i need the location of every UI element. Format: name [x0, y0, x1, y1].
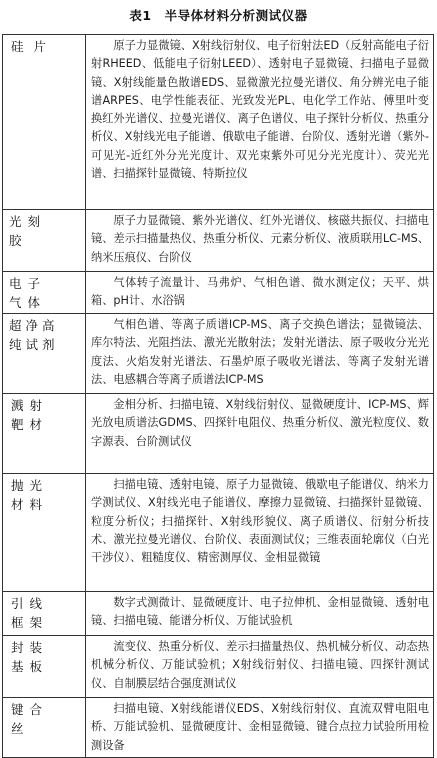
category-cell — [3, 314, 86, 394]
category-label: 光刻胶 — [9, 214, 47, 248]
category-label: 溅射靶材 — [11, 398, 49, 432]
category-cell — [3, 592, 86, 636]
instruments-cell — [86, 592, 434, 636]
category-label: 抛光材料 — [11, 478, 49, 512]
table-row — [3, 272, 434, 314]
instruments-text: 气体转子流量计、马弗炉、气相色谱、微水测定仪；天平、烘箱、pH计、水浴锅 — [91, 276, 429, 308]
category-cell — [3, 35, 86, 210]
table-row — [3, 35, 434, 210]
instrument-table — [2, 34, 434, 758]
table-caption: 表1 半导体材料分析测试仪器 — [129, 8, 308, 23]
table-row — [3, 592, 434, 636]
table-row — [3, 394, 434, 474]
table-row — [3, 636, 434, 698]
category-cell — [3, 698, 86, 758]
table-row — [3, 314, 434, 394]
instruments-cell — [86, 474, 434, 592]
instruments-text: 流变仪、热重分析仪、差示扫描量热仪、热机械分析仪、动态热机械分析仪、万能试验机；X射线衍射仪、扫描电镜、四探针测试仪、自制膜层结合强度测试仪 — [91, 640, 429, 690]
instruments-cell — [86, 35, 434, 210]
instruments-text: 数字式测微计、显微硬度计、电子拉伸机、金相显微镜、透射电镜、扫描电镜、能谱分析仪、万能试验机 — [91, 596, 429, 628]
category-cell — [3, 210, 86, 272]
instruments-cell — [86, 394, 434, 474]
instruments-text: 气相色谱、等离子质谱ICP-MS、离子交换色谱法；显微镜法、库尔特法、光阻挡法、激光光散射法；发射光谱法、原子吸收分光光度法、火焰发射光谱法、石墨炉原子吸收光谱法、等离子发射光谱法、电感耦合等离子质谱法ICP-MS — [91, 318, 429, 386]
instruments-cell — [86, 210, 434, 272]
instruments-text: 金相分析、扫描电镜、X射线衍射仪、显微硬度计、ICP-MS、辉光放电质谱法GDMS、四探针电阻仪、热重分析仪、激光粒度仪、数字源表、台阶测试仪 — [91, 398, 429, 448]
category-label: 硅片 — [11, 39, 57, 54]
instruments-text: 原子力显微镜、X射线衍射仪、电子衍射法ED（反射高能电子衍射RHEED、低能电子衍射LEED）、透射电子显微镜、扫描电子显微镜、X射线能量色散谱EDS、显微激光拉曼光谱仪、角分辨光电子能谱ARPES、电学性能表征、光致发光PL、电化学工作站、傅里叶变换红外光谱仪、拉曼光谱仪、离子色谱仪、电子探针分析仪、热重分析仪、X射线光电子能谱、俄歇电子能谱、台阶仪、透射光谱（紫外-可见光-近红外分光光度计、双光束紫外可见分光光度计）、荧光光谱、扫描探针显微镜、特斯拉仪 — [91, 39, 429, 181]
category-label: 封装基板 — [11, 640, 49, 674]
category-cell — [3, 272, 86, 314]
category-label: 键合丝 — [11, 702, 49, 736]
instruments-cell — [86, 314, 434, 394]
table-row — [3, 474, 434, 592]
instruments-cell — [86, 272, 434, 314]
category-label: 超净高纯试剂 — [9, 318, 59, 352]
instruments-text: 扫描电镜、X射线能谱仪EDS、X射线衍射仪、直流双臂电阻电桥、万能试验机、显微硬度计、金相显微镜、键合点拉力试验所用检测设备 — [91, 702, 429, 752]
instruments-cell — [86, 698, 434, 758]
table-row — [3, 698, 434, 758]
category-label: 引线框架 — [11, 596, 49, 630]
category-cell — [3, 474, 86, 592]
instruments-text: 扫描电镜、透射电镜、原子力显微镜、俄歇电子能谱仪、纳米力学测试仪、X射线光电子能谱仪、摩擦力显微镜、扫描探针显微镜、粒度分析仪；扫描探针、X射线形貌仪、离子质谱仪、衍射分析技术、激光拉曼光谱仪、台阶仪、表面测试仪；三维表面轮廓仪（白光干涉仪）、粗糙度仪、精密测厚仪、金相显微镜 — [91, 478, 429, 565]
category-cell — [3, 636, 86, 698]
instruments-cell — [86, 636, 434, 698]
category-cell — [3, 394, 86, 474]
instruments-text: 原子力显微镜、紫外光谱仪、红外光谱仪、核磁共振仪、扫描电镜、差示扫描量热仪、热重分析仪、元素分析仪、液质联用LC-MS、纳米压痕仪、台阶仪 — [91, 214, 429, 264]
category-label: 电子气体 — [9, 276, 47, 310]
table-row — [3, 210, 434, 272]
